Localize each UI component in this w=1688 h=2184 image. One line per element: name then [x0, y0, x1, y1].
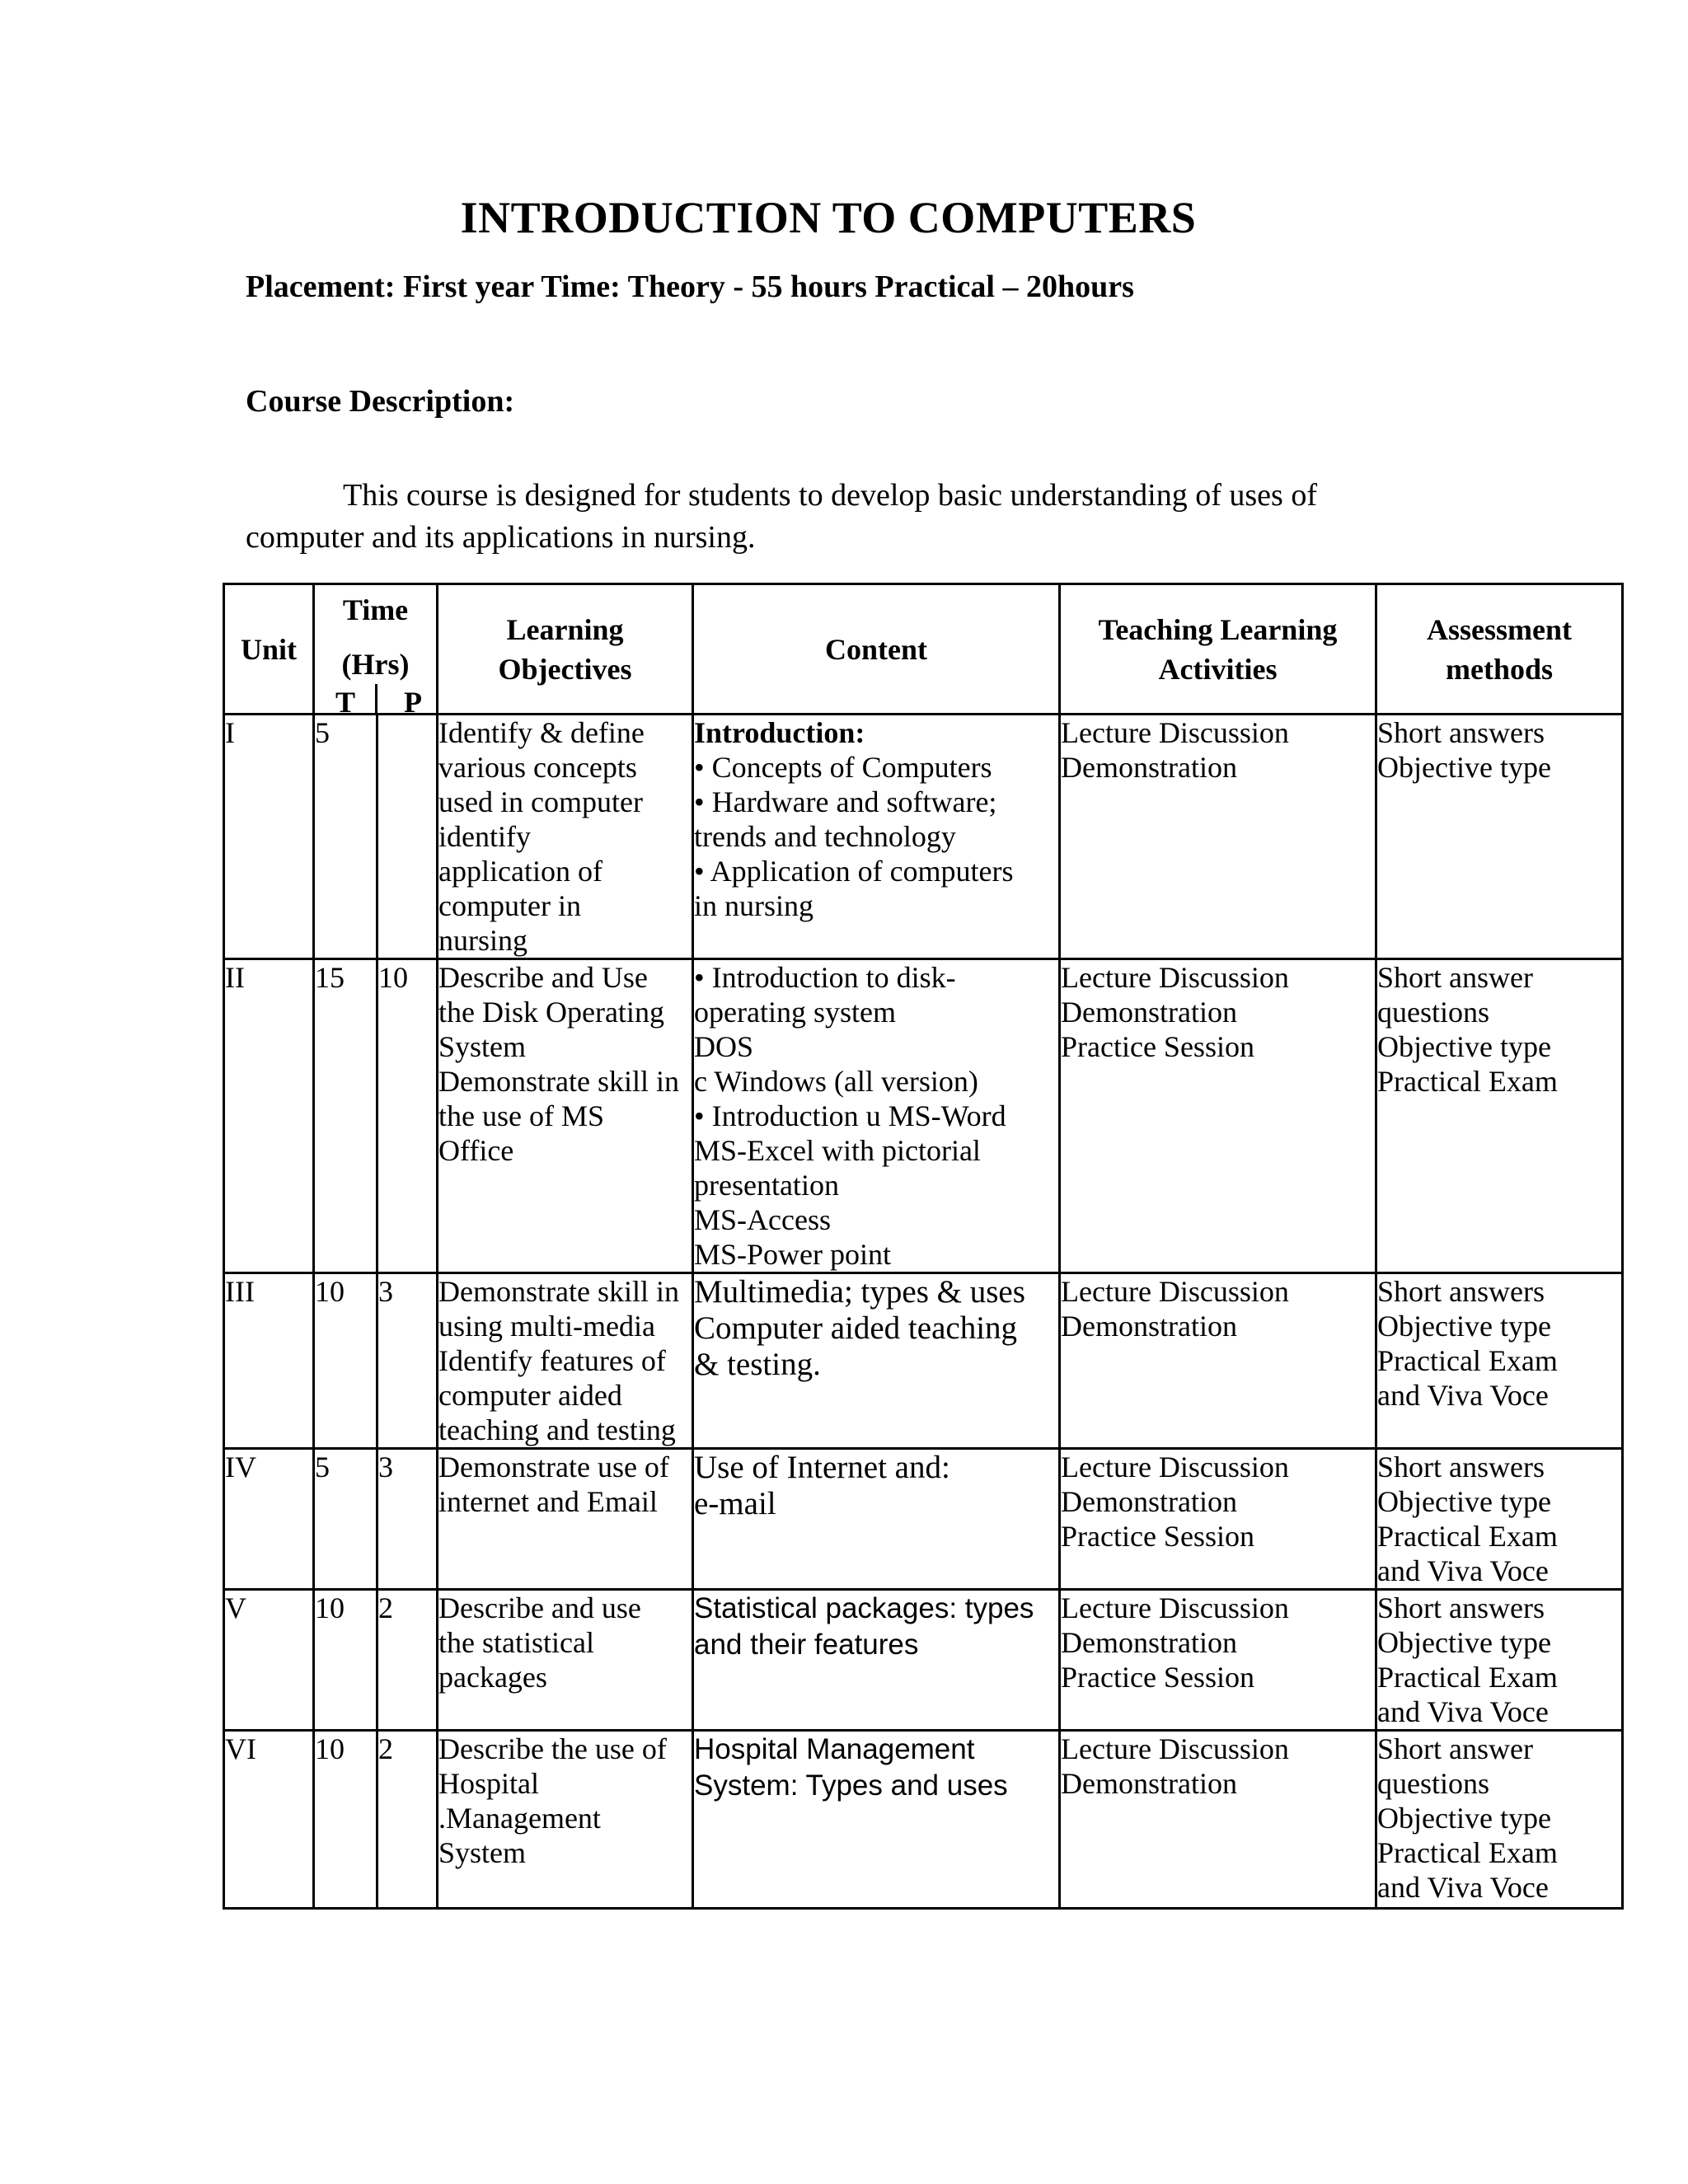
objective-line: System [438, 1030, 527, 1063]
activity-line: Lecture Discussion [1061, 1275, 1289, 1308]
objective-line: Identify & define [438, 716, 645, 749]
table-row [224, 715, 1623, 959]
content-line: • Application of computers [694, 855, 1014, 888]
table-row [224, 1590, 1623, 1731]
practical-hours-cell: 3 [377, 1449, 438, 1590]
activity-line: Lecture Discussion [1061, 1591, 1289, 1624]
activity-line: Lecture Discussion [1061, 1451, 1289, 1483]
content-line: Use of Internet and: [694, 1450, 950, 1485]
activity-line: Demonstration [1061, 1485, 1237, 1518]
content-cell [693, 1449, 1060, 1590]
header-assessment-line-2: methods [1445, 652, 1553, 686]
practical-hours-cell [377, 715, 438, 959]
activity-line: Demonstration [1061, 751, 1237, 784]
placement-line: Placement: First year Time: Theory - 55 hours Practical – 20hours [246, 269, 1134, 304]
syllabus-table [223, 583, 1624, 1910]
assessment-cell [1376, 1273, 1623, 1449]
theory-hours-cell: 10 [314, 1273, 377, 1449]
content-line: c Windows (all version) [694, 1065, 978, 1098]
header-objectives-line-1: Learning [506, 612, 624, 646]
activities-cell [1060, 1273, 1376, 1449]
header-t-label: T [335, 686, 356, 719]
objectives-cell [438, 959, 693, 1273]
activities-cell [1060, 715, 1376, 959]
content-line: System: Types and uses [694, 1769, 1008, 1802]
content-line: • Introduction u MS-Word [694, 1099, 1006, 1132]
objective-line: Demonstrate skill in [438, 1065, 679, 1098]
unit-cell: I [224, 715, 314, 959]
theory-hours-cell: 5 [314, 1449, 377, 1590]
assessment-line: Objective type [1377, 1030, 1551, 1063]
objective-line: Describe and Use [438, 961, 648, 994]
objective-line: Identify features of [438, 1344, 666, 1377]
content-line: presentation [694, 1169, 839, 1202]
table-row [224, 1273, 1623, 1449]
activity-line: Lecture Discussion [1061, 1732, 1289, 1765]
header-objectives-line-2: Objectives [498, 652, 632, 686]
header-p-label: P [404, 686, 422, 719]
practical-hours-cell: 2 [377, 1590, 438, 1731]
assessment-cell [1376, 715, 1623, 959]
objective-line: used in computer [438, 785, 643, 818]
assessment-line: Objective type [1377, 1802, 1551, 1835]
objectives-cell [438, 1273, 693, 1449]
objective-line: teaching and testing [438, 1413, 676, 1446]
assessment-line: Objective type [1377, 1626, 1551, 1659]
course-description-line-1: This course is designed for students to develop basic understanding of uses of [343, 478, 1317, 513]
content-line: trends and technology [694, 820, 956, 853]
theory-hours-cell: 10 [314, 1590, 377, 1731]
assessment-line: Practical Exam [1377, 1065, 1558, 1098]
assessment-line: Short answers [1377, 1591, 1545, 1624]
assessment-line: and Viva Voce [1377, 1554, 1549, 1587]
activity-line: Demonstration [1061, 996, 1237, 1029]
content-cell [693, 1273, 1060, 1449]
assessment-cell [1376, 959, 1623, 1273]
assessment-line: and Viva Voce [1377, 1379, 1549, 1412]
content-line: Multimedia; types & uses [694, 1274, 1025, 1310]
objective-line: the Disk Operating [438, 996, 664, 1029]
assessment-line: Practical Exam [1377, 1520, 1558, 1553]
header-assessment [1376, 584, 1623, 715]
content-line: Statistical packages: types [694, 1592, 1034, 1624]
header-activities [1060, 584, 1376, 715]
assessment-line: Short answer [1377, 1732, 1533, 1765]
course-description-line-2: computer and its applications in nursing. [246, 520, 756, 555]
objective-line: Describe and use [438, 1591, 641, 1624]
objective-line: various concepts [438, 751, 637, 784]
content-heading: Introduction: [694, 716, 865, 749]
course-description-heading: Course Description: [246, 384, 515, 419]
theory-hours-cell: 10 [314, 1731, 377, 1909]
activity-line: Practice Session [1061, 1030, 1254, 1063]
course-description-text [246, 475, 1416, 559]
content-cell [693, 959, 1060, 1273]
activity-line: Demonstration [1061, 1767, 1237, 1800]
header-activities-line-2: Activities [1158, 652, 1278, 686]
objective-line: Demonstrate skill in [438, 1275, 679, 1308]
objectives-cell [438, 1590, 693, 1731]
practical-hours-cell: 10 [377, 959, 438, 1273]
assessment-line: Objective type [1377, 751, 1551, 784]
unit-cell: III [224, 1273, 314, 1449]
content-line: Computer aided teaching [694, 1310, 1018, 1346]
practical-hours-cell: 3 [377, 1273, 438, 1449]
activities-cell [1060, 959, 1376, 1273]
header-content: Content [693, 584, 1060, 715]
objective-line: Describe the use of [438, 1732, 667, 1765]
objective-line: Hospital [438, 1767, 539, 1800]
activity-line: Demonstration [1061, 1310, 1237, 1343]
header-activities-line-1: Teaching Learning [1098, 612, 1338, 646]
content-cell [693, 1590, 1060, 1731]
assessment-cell [1376, 1449, 1623, 1590]
activity-line: Practice Session [1061, 1661, 1254, 1694]
theory-hours-cell: 5 [314, 715, 377, 959]
objective-line: the statistical [438, 1626, 594, 1659]
theory-hours-cell: 15 [314, 959, 377, 1273]
content-line: DOS [694, 1030, 754, 1063]
activity-line: Practice Session [1061, 1520, 1254, 1553]
objective-line: Demonstrate use of [438, 1451, 669, 1483]
header-time [314, 584, 438, 719]
content-line: e-mail [694, 1486, 776, 1521]
header-time-label: Time [342, 593, 409, 626]
content-line: • Introduction to disk- [694, 961, 956, 994]
objective-line: the use of MS [438, 1099, 604, 1132]
assessment-line: questions [1377, 996, 1490, 1029]
objective-line: computer aided [438, 1379, 622, 1412]
objective-line: System [438, 1836, 527, 1869]
content-line: MS-Excel with pictorial [694, 1134, 981, 1167]
content-cell [693, 1731, 1060, 1909]
objective-line: Office [438, 1134, 514, 1167]
assessment-line: Short answers [1377, 1451, 1545, 1483]
objectives-cell [438, 1449, 693, 1590]
table-row [224, 959, 1623, 1273]
unit-cell: VI [224, 1731, 314, 1909]
assessment-cell [1376, 1590, 1623, 1731]
content-line: & testing. [694, 1347, 821, 1382]
assessment-line: Objective type [1377, 1485, 1551, 1518]
table-header-row [224, 584, 1623, 715]
table-row [224, 1449, 1623, 1590]
activities-cell [1060, 1590, 1376, 1731]
activity-line: Demonstration [1061, 1626, 1237, 1659]
header-assessment-line-1: Assessment [1427, 612, 1572, 646]
header-time-divider [375, 684, 377, 715]
header-hrs-label: (Hrs) [341, 648, 410, 681]
activities-cell [1060, 1449, 1376, 1590]
activities-cell [1060, 1731, 1376, 1909]
assessment-line: Objective type [1377, 1310, 1551, 1343]
content-line: and their features [694, 1629, 919, 1661]
assessment-line: Practical Exam [1377, 1661, 1558, 1694]
header-unit: Unit [224, 584, 314, 715]
assessment-line: and Viva Voce [1377, 1871, 1549, 1904]
objective-line: nursing [438, 924, 528, 957]
content-cell [693, 715, 1060, 959]
activity-line: Lecture Discussion [1061, 716, 1289, 749]
assessment-line: Short answer [1377, 961, 1533, 994]
assessment-line: questions [1377, 1767, 1490, 1800]
objective-line: using multi-media [438, 1310, 655, 1343]
content-line: • Concepts of Computers [694, 751, 992, 784]
header-objectives [438, 584, 693, 715]
table-row [224, 1731, 1623, 1909]
objectives-cell [438, 1731, 693, 1909]
assessment-line: Short answers [1377, 716, 1545, 749]
objective-line: identify [438, 820, 531, 853]
assessment-line: and Viva Voce [1377, 1695, 1549, 1728]
content-line: in nursing [694, 889, 814, 922]
unit-cell: II [224, 959, 314, 1273]
objective-line: computer in [438, 889, 581, 922]
assessment-line: Practical Exam [1377, 1836, 1558, 1869]
practical-hours-cell: 2 [377, 1731, 438, 1909]
content-line: MS-Access [694, 1203, 831, 1236]
assessment-cell [1376, 1731, 1623, 1909]
objectives-cell [438, 715, 693, 959]
syllabus-table-body [224, 715, 1623, 1909]
content-line: • Hardware and software; [694, 785, 997, 818]
assessment-line: Practical Exam [1377, 1344, 1558, 1377]
objective-line: packages [438, 1661, 547, 1694]
unit-cell: V [224, 1590, 314, 1731]
objective-line: application of [438, 855, 603, 888]
content-line: MS-Power point [694, 1238, 892, 1271]
page-title: INTRODUCTION TO COMPUTERS [460, 193, 1197, 242]
assessment-line: Short answers [1377, 1275, 1545, 1308]
content-line: operating system [694, 996, 896, 1029]
unit-cell: IV [224, 1449, 314, 1590]
content-line: Hospital Management [694, 1733, 975, 1765]
activity-line: Lecture Discussion [1061, 961, 1289, 994]
objective-line: internet and Email [438, 1485, 658, 1518]
objective-line: .Management [438, 1802, 601, 1835]
